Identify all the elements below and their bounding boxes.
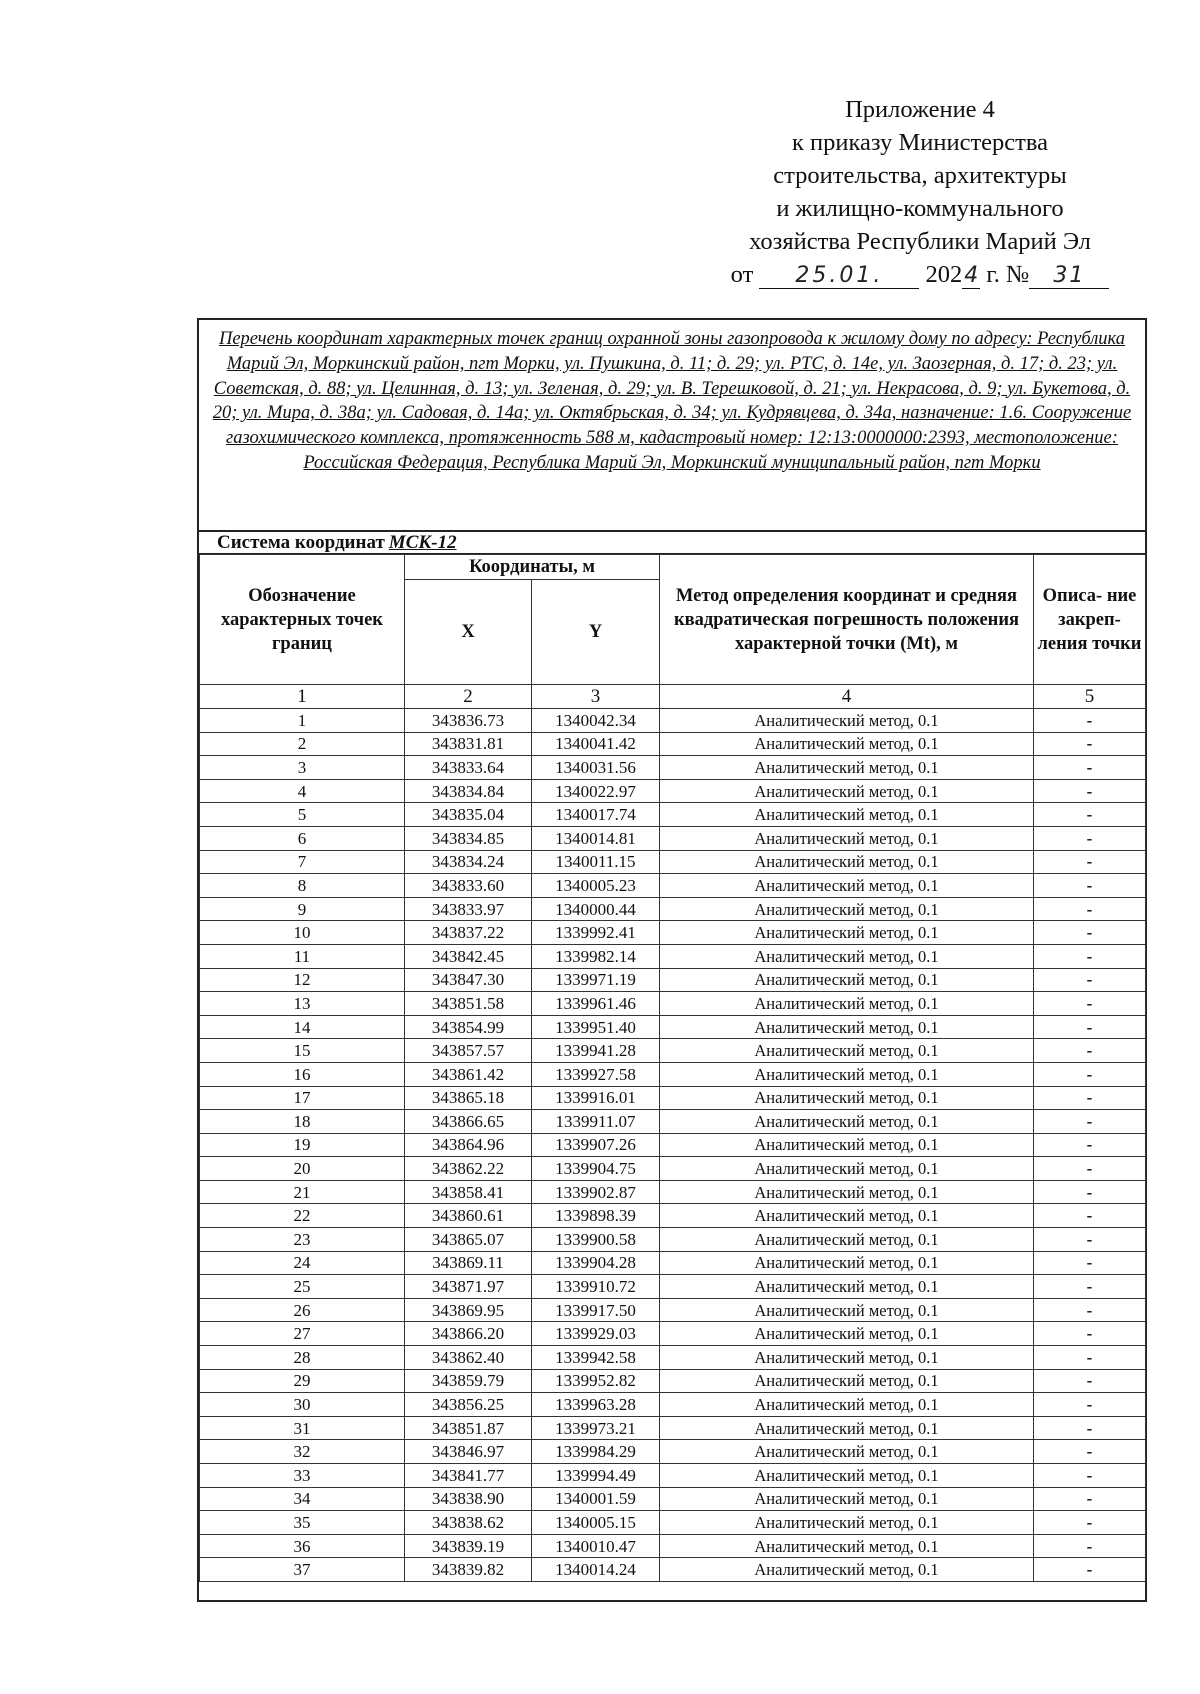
description: - (1034, 1322, 1146, 1346)
table-row (200, 1086, 1146, 1110)
coordinate-system-label: Система координат (217, 532, 385, 553)
x-coordinate: 343847.30 (405, 968, 532, 992)
x-coordinate: 343865.07 (405, 1228, 532, 1252)
table-row (200, 1511, 1146, 1535)
description: - (1034, 1369, 1146, 1393)
point-number: 22 (200, 1204, 405, 1228)
y-coordinate: 1339898.39 (532, 1204, 660, 1228)
table-row (200, 1416, 1146, 1440)
x-coordinate: 343839.19 (405, 1534, 532, 1558)
x-coordinate: 343859.79 (405, 1369, 532, 1393)
y-coordinate: 1340010.47 (532, 1534, 660, 1558)
method: Аналитический метод, 0.1 (660, 1110, 1034, 1134)
x-coordinate: 343833.97 (405, 897, 532, 921)
y-coordinate: 1339951.40 (532, 1015, 660, 1039)
appendix-number: Приложение 4 (845, 96, 995, 123)
description: - (1034, 756, 1146, 780)
y-coordinate: 1339904.75 (532, 1157, 660, 1181)
description: - (1034, 709, 1146, 733)
description: - (1034, 1440, 1146, 1464)
x-coordinate: 343858.41 (405, 1180, 532, 1204)
x-coordinate: 343834.24 (405, 850, 532, 874)
appendix-header (700, 93, 1140, 291)
point-number: 7 (200, 850, 405, 874)
description: - (1034, 1180, 1146, 1204)
method: Аналитический метод, 0.1 (660, 992, 1034, 1016)
table-row (200, 1440, 1146, 1464)
x-coordinate: 343831.81 (405, 732, 532, 756)
table-row (200, 1534, 1146, 1558)
ministry-line-2: и жилищно-коммунального (776, 195, 1064, 222)
table-row (200, 709, 1146, 733)
x-coordinate: 343856.25 (405, 1393, 532, 1417)
point-number: 17 (200, 1086, 405, 1110)
description: - (1034, 968, 1146, 992)
y-coordinate: 1340042.34 (532, 709, 660, 733)
point-number: 31 (200, 1416, 405, 1440)
method: Аналитический метод, 0.1 (660, 1133, 1034, 1157)
x-coordinate: 343838.62 (405, 1511, 532, 1535)
coordinates-table-frame (197, 318, 1147, 1602)
point-number: 11 (200, 944, 405, 968)
method: Аналитический метод, 0.1 (660, 1464, 1034, 1488)
description: - (1034, 779, 1146, 803)
x-coordinate: 343866.20 (405, 1322, 532, 1346)
y-coordinate: 1339971.19 (532, 968, 660, 992)
method: Аналитический метод, 0.1 (660, 1039, 1034, 1063)
ministry-line-1: строительства, архитектуры (773, 162, 1067, 189)
table-row (200, 826, 1146, 850)
y-coordinate: 1339917.50 (532, 1298, 660, 1322)
x-coordinate: 343833.60 (405, 874, 532, 898)
description: - (1034, 1251, 1146, 1275)
method: Аналитический метод, 0.1 (660, 1440, 1034, 1464)
y-coordinate: 1339992.41 (532, 921, 660, 945)
description: - (1034, 1062, 1146, 1086)
y-coordinate: 1339910.72 (532, 1275, 660, 1299)
point-number: 34 (200, 1487, 405, 1511)
handwritten-order-number: 31 (1029, 264, 1109, 289)
table-row (200, 1275, 1146, 1299)
x-coordinate: 343865.18 (405, 1086, 532, 1110)
x-coordinate: 343835.04 (405, 803, 532, 827)
description: - (1034, 1133, 1146, 1157)
description: - (1034, 1487, 1146, 1511)
description: - (1034, 803, 1146, 827)
header-coordinates: Координаты, м (405, 555, 660, 580)
table-row (200, 968, 1146, 992)
handwritten-date: 25.01. (759, 264, 919, 289)
x-coordinate: 343869.11 (405, 1251, 532, 1275)
description: - (1034, 1511, 1146, 1535)
x-coordinate: 343841.77 (405, 1464, 532, 1488)
column-number: 4 (660, 685, 1034, 709)
table-row (200, 1228, 1146, 1252)
method: Аналитический метод, 0.1 (660, 1487, 1034, 1511)
description: - (1034, 826, 1146, 850)
method: Аналитический метод, 0.1 (660, 1369, 1034, 1393)
date-year-suffix: г. № (986, 261, 1030, 288)
description: - (1034, 1039, 1146, 1063)
method: Аналитический метод, 0.1 (660, 1416, 1034, 1440)
description: - (1034, 850, 1146, 874)
point-number: 3 (200, 756, 405, 780)
date-prefix: от (730, 261, 754, 288)
point-number: 12 (200, 968, 405, 992)
point-number: 21 (200, 1180, 405, 1204)
description: - (1034, 1346, 1146, 1370)
point-number: 29 (200, 1369, 405, 1393)
method: Аналитический метод, 0.1 (660, 756, 1034, 780)
description: - (1034, 1204, 1146, 1228)
description: - (1034, 921, 1146, 945)
method: Аналитический метод, 0.1 (660, 1322, 1034, 1346)
point-number: 19 (200, 1133, 405, 1157)
method: Аналитический метод, 0.1 (660, 850, 1034, 874)
column-number: 3 (532, 685, 660, 709)
x-coordinate: 343846.97 (405, 1440, 532, 1464)
y-coordinate: 1340031.56 (532, 756, 660, 780)
header-x: X (405, 580, 532, 685)
method: Аналитический метод, 0.1 (660, 1251, 1034, 1275)
method: Аналитический метод, 0.1 (660, 1511, 1034, 1535)
description: - (1034, 1534, 1146, 1558)
column-number: 2 (405, 685, 532, 709)
point-number: 28 (200, 1346, 405, 1370)
point-number: 9 (200, 897, 405, 921)
point-number: 10 (200, 921, 405, 945)
y-coordinate: 1339941.28 (532, 1039, 660, 1063)
description: - (1034, 1558, 1146, 1582)
x-coordinate: 343834.84 (405, 779, 532, 803)
y-coordinate: 1340014.81 (532, 826, 660, 850)
y-coordinate: 1339963.28 (532, 1393, 660, 1417)
y-coordinate: 1339952.82 (532, 1369, 660, 1393)
method: Аналитический метод, 0.1 (660, 1015, 1034, 1039)
header-point: Обозначение характерных точек границ (200, 555, 405, 685)
y-coordinate: 1339907.26 (532, 1133, 660, 1157)
point-number: 8 (200, 874, 405, 898)
point-number: 6 (200, 826, 405, 850)
y-coordinate: 1339916.01 (532, 1086, 660, 1110)
x-coordinate: 343837.22 (405, 921, 532, 945)
table-row (200, 1322, 1146, 1346)
table-row (200, 1369, 1146, 1393)
x-coordinate: 343862.22 (405, 1157, 532, 1181)
table-row (200, 1464, 1146, 1488)
table-row (200, 1251, 1146, 1275)
point-number: 5 (200, 803, 405, 827)
method: Аналитический метод, 0.1 (660, 1275, 1034, 1299)
y-coordinate: 1339982.14 (532, 944, 660, 968)
point-number: 14 (200, 1015, 405, 1039)
method: Аналитический метод, 0.1 (660, 732, 1034, 756)
method: Аналитический метод, 0.1 (660, 1393, 1034, 1417)
method: Аналитический метод, 0.1 (660, 1086, 1034, 1110)
method: Аналитический метод, 0.1 (660, 779, 1034, 803)
y-coordinate: 1340014.24 (532, 1558, 660, 1582)
point-number: 24 (200, 1251, 405, 1275)
method: Аналитический метод, 0.1 (660, 1228, 1034, 1252)
method: Аналитический метод, 0.1 (660, 1558, 1034, 1582)
point-number: 1 (200, 709, 405, 733)
table-row (200, 1062, 1146, 1086)
y-coordinate: 1339984.29 (532, 1440, 660, 1464)
point-number: 2 (200, 732, 405, 756)
table-row (200, 732, 1146, 756)
order-reference: к приказу Министерства (792, 129, 1048, 156)
y-coordinate: 1339973.21 (532, 1416, 660, 1440)
order-date-line (700, 258, 1140, 291)
description: - (1034, 1157, 1146, 1181)
point-number: 15 (200, 1039, 405, 1063)
table-row (200, 1558, 1146, 1582)
header-description: Описа- ние закреп- ления точки (1034, 555, 1146, 685)
table-row (200, 756, 1146, 780)
x-coordinate: 343864.96 (405, 1133, 532, 1157)
description: - (1034, 1464, 1146, 1488)
point-number: 33 (200, 1464, 405, 1488)
x-coordinate: 343842.45 (405, 944, 532, 968)
x-coordinate: 343851.58 (405, 992, 532, 1016)
x-coordinate: 343833.64 (405, 756, 532, 780)
description: - (1034, 1275, 1146, 1299)
y-coordinate: 1339904.28 (532, 1251, 660, 1275)
y-coordinate: 1340011.15 (532, 850, 660, 874)
point-number: 18 (200, 1110, 405, 1134)
column-number-row (200, 685, 1146, 709)
point-number: 35 (200, 1511, 405, 1535)
y-coordinate: 1340041.42 (532, 732, 660, 756)
y-coordinate: 1339927.58 (532, 1062, 660, 1086)
coordinates-table (199, 554, 1146, 1582)
y-coordinate: 1339902.87 (532, 1180, 660, 1204)
table-row (200, 1346, 1146, 1370)
table-row (200, 1133, 1146, 1157)
x-coordinate: 343838.90 (405, 1487, 532, 1511)
description: - (1034, 732, 1146, 756)
table-row (200, 1204, 1146, 1228)
method: Аналитический метод, 0.1 (660, 803, 1034, 827)
description: - (1034, 1110, 1146, 1134)
method: Аналитический метод, 0.1 (660, 1534, 1034, 1558)
handwritten-year-digit: 4 (964, 263, 979, 288)
y-coordinate: 1340017.74 (532, 803, 660, 827)
method: Аналитический метод, 0.1 (660, 1298, 1034, 1322)
coordinate-system (199, 532, 1145, 554)
table-row (200, 1298, 1146, 1322)
point-number: 25 (200, 1275, 405, 1299)
y-coordinate: 1340005.23 (532, 874, 660, 898)
description: - (1034, 944, 1146, 968)
x-coordinate: 343854.99 (405, 1015, 532, 1039)
description: - (1034, 1228, 1146, 1252)
method: Аналитический метод, 0.1 (660, 1204, 1034, 1228)
description: - (1034, 1416, 1146, 1440)
method: Аналитический метод, 0.1 (660, 826, 1034, 850)
point-number: 13 (200, 992, 405, 1016)
method: Аналитический метод, 0.1 (660, 944, 1034, 968)
table-row (200, 1180, 1146, 1204)
table-row (200, 1487, 1146, 1511)
table-row (200, 779, 1146, 803)
description: - (1034, 992, 1146, 1016)
point-number: 36 (200, 1534, 405, 1558)
point-number: 20 (200, 1157, 405, 1181)
point-number: 16 (200, 1062, 405, 1086)
x-coordinate: 343839.82 (405, 1558, 532, 1582)
x-coordinate: 343836.73 (405, 709, 532, 733)
y-coordinate: 1340001.59 (532, 1487, 660, 1511)
method: Аналитический метод, 0.1 (660, 1346, 1034, 1370)
x-coordinate: 343869.95 (405, 1298, 532, 1322)
table-row (200, 850, 1146, 874)
y-coordinate: 1339942.58 (532, 1346, 660, 1370)
method: Аналитический метод, 0.1 (660, 897, 1034, 921)
column-number: 5 (1034, 685, 1146, 709)
x-coordinate: 343862.40 (405, 1346, 532, 1370)
point-number: 37 (200, 1558, 405, 1582)
point-number: 27 (200, 1322, 405, 1346)
date-year-prefix: 202 (925, 261, 963, 288)
table-row (200, 1393, 1146, 1417)
method: Аналитический метод, 0.1 (660, 874, 1034, 898)
table-row (200, 803, 1146, 827)
table-body (200, 709, 1146, 1582)
y-coordinate: 1339911.07 (532, 1110, 660, 1134)
table-row (200, 992, 1146, 1016)
x-coordinate: 343834.85 (405, 826, 532, 850)
method: Аналитический метод, 0.1 (660, 1157, 1034, 1181)
description: - (1034, 1298, 1146, 1322)
x-coordinate: 343866.65 (405, 1110, 532, 1134)
table-row (200, 1015, 1146, 1039)
y-coordinate: 1340005.15 (532, 1511, 660, 1535)
description: - (1034, 1015, 1146, 1039)
method: Аналитический метод, 0.1 (660, 968, 1034, 992)
table-row (200, 921, 1146, 945)
method: Аналитический метод, 0.1 (660, 1062, 1034, 1086)
table-row (200, 1157, 1146, 1181)
y-coordinate: 1339961.46 (532, 992, 660, 1016)
method: Аналитический метод, 0.1 (660, 709, 1034, 733)
x-coordinate: 343857.57 (405, 1039, 532, 1063)
point-number: 30 (200, 1393, 405, 1417)
x-coordinate: 343860.61 (405, 1204, 532, 1228)
x-coordinate: 343871.97 (405, 1275, 532, 1299)
point-number: 32 (200, 1440, 405, 1464)
header-method: Метод определения координат и средняя квадратическая погрешность положения характерной точки (Mt), м (660, 555, 1034, 685)
column-number: 1 (200, 685, 405, 709)
header-y: Y (532, 580, 660, 685)
table-title: Перечень координат характерных точек границ охранной зоны газопровода к жилому дому по адресу: Республика Марий Эл, Моркинский район, пгт Морки, ул. Пушкина, д. 11; д. 29; ул. РТС, д. 14е, ул. Заозерная, д. 17; д. 23; ул. Советская, д. 88; ул. Целинная, д. 13; ул. Зеленая, д. 29; ул. В. Терешковой, д. 21; ул. Некрасова, д. 9; ул. Букетова, д. 20; ул. Мира, д. 38а; ул. Садовая, д. 14а; ул. Октябрьская, д. 34; ул. Кудрявцева, д. 34а, назначение: 1.6. Сооружение газохимического комплекса, протяженность 588 м, кадастровый номер: 12:13:0000000:2393, местоположение: Российская Федерация, Республика Марий Эл, Моркинский муниципальный район, пгт Морки (199, 320, 1145, 532)
y-coordinate: 1340022.97 (532, 779, 660, 803)
method: Аналитический метод, 0.1 (660, 921, 1034, 945)
coordinate-system-value: МСК-12 (388, 532, 457, 553)
table-row (200, 1110, 1146, 1134)
table-row (200, 874, 1146, 898)
x-coordinate: 343861.42 (405, 1062, 532, 1086)
description: - (1034, 874, 1146, 898)
table-row (200, 897, 1146, 921)
method: Аналитический метод, 0.1 (660, 1180, 1034, 1204)
x-coordinate: 343851.87 (405, 1416, 532, 1440)
point-number: 4 (200, 779, 405, 803)
y-coordinate: 1339929.03 (532, 1322, 660, 1346)
ministry-line-3: хозяйства Республики Марий Эл (749, 228, 1091, 255)
y-coordinate: 1340000.44 (532, 897, 660, 921)
y-coordinate: 1339900.58 (532, 1228, 660, 1252)
y-coordinate: 1339994.49 (532, 1464, 660, 1488)
description: - (1034, 1086, 1146, 1110)
table-row (200, 1039, 1146, 1063)
point-number: 26 (200, 1298, 405, 1322)
description: - (1034, 897, 1146, 921)
description: - (1034, 1393, 1146, 1417)
point-number: 23 (200, 1228, 405, 1252)
table-row (200, 944, 1146, 968)
